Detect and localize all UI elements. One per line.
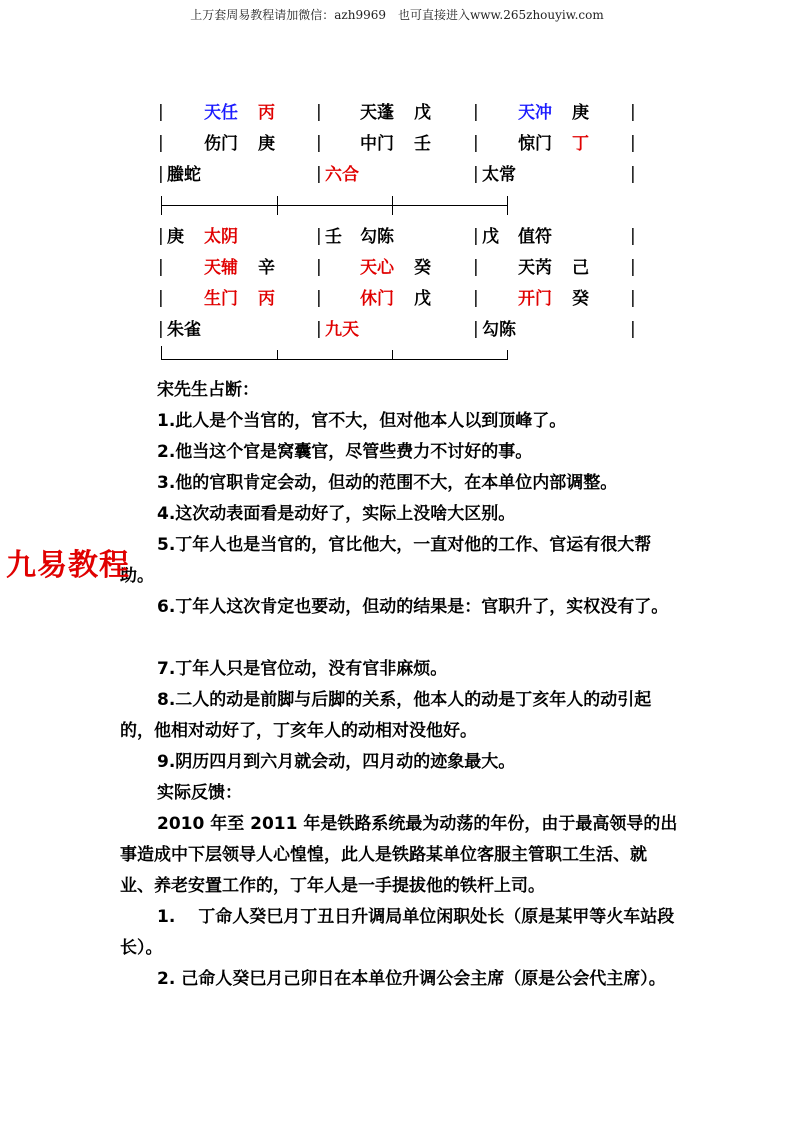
hstem-c3: 戊 [482, 227, 499, 247]
judgment-item: 1.此人是个当官的，官不大，但对他本人以到顶峰了。 [157, 411, 567, 431]
god-c1-top: 螣蛇 [167, 165, 201, 185]
judgment-item: 9.阴历四月到六月就会动，四月动的迹象最大。 [157, 752, 516, 772]
door-c2-bottom: 休门 [360, 289, 394, 309]
judgment-item: 7.丁年人只是官位动，没有官非麻烦。 [157, 659, 448, 679]
stem-c1-bottom: 辛 [258, 258, 275, 278]
grid-divider-tick [392, 196, 393, 215]
judgment-item: 4.这次动表面看是动好了，实际上没啥大区别。 [157, 504, 516, 524]
grid-bottom-tick [392, 350, 393, 360]
judgment-item: 8.二人的动是前脚与后脚的关系，他本人的动是丁亥年人的动引起的，他相对动好了，丁亥年人的动相对没他好。 [120, 690, 652, 741]
grid-bar: | [630, 226, 636, 246]
hgod-c3: 值符 [518, 227, 552, 247]
star-c3-bottom: 天芮 [518, 258, 552, 278]
grid-divider [161, 205, 508, 206]
watermark: 九易教程 [6, 548, 130, 583]
grid-bottom-tick [507, 350, 508, 360]
god-c1-bottom: 朱雀 [167, 320, 201, 340]
god-c2-bottom: 九天 [325, 320, 359, 340]
stem-c3-top: 庚 [572, 103, 589, 123]
judgment-item: 6.丁年人这次肯定也要动，但动的结果是：官职升了，实权没有了。 [157, 597, 669, 617]
grid-bar: | [158, 102, 164, 122]
grid-bar: | [316, 257, 322, 277]
grid-bottom-border [161, 359, 508, 360]
hstem-c2: 壬 [325, 227, 342, 247]
judgment-item: 3.他的官职肯定会动，但动的范围不大，在本单位内部调整。 [157, 473, 618, 493]
door-c1-bottom: 生门 [204, 289, 238, 309]
star-c1-bottom: 天辅 [204, 258, 238, 278]
grid-bar: | [630, 133, 636, 153]
grid-bar: | [630, 102, 636, 122]
star-c2-bottom: 天心 [360, 258, 394, 278]
door-c3-top: 惊门 [518, 134, 552, 154]
grid-bottom-tick [277, 350, 278, 360]
page-header: 上万套周易教程请加微信：azh9969 也可直接进入www.265zhouyiw.com [190, 8, 604, 22]
section-heading-judgment: 宋先生占断： [157, 380, 259, 400]
grid-bar: | [316, 226, 322, 246]
grid-bar: | [158, 164, 164, 184]
dstem-c2-bottom: 戊 [414, 289, 431, 309]
grid-divider-tick [507, 196, 508, 215]
god-c2-top: 六合 [325, 165, 359, 185]
feedback-item: 2. 己命人癸巳月己卯日在本单位升调公会主席（原是公会代主席）。 [157, 969, 666, 989]
grid-bar: | [630, 257, 636, 277]
star-c3-top: 天冲 [518, 103, 552, 123]
stem-c1-top: 丙 [258, 103, 275, 123]
grid-bar: | [473, 257, 479, 277]
grid-bar: | [158, 319, 164, 339]
grid-bar: | [316, 319, 322, 339]
grid-bar: | [158, 133, 164, 153]
grid-bar: | [473, 164, 479, 184]
hgod-c2: 勾陈 [360, 227, 394, 247]
grid-bar: | [473, 102, 479, 122]
hgod-c1: 太阴 [204, 227, 238, 247]
god-c3-bottom: 勾陈 [482, 320, 516, 340]
grid-bar: | [473, 288, 479, 308]
grid-bar: | [158, 288, 164, 308]
grid-bar: | [316, 288, 322, 308]
grid-bar: | [158, 257, 164, 277]
dstem-c1-bottom: 丙 [258, 289, 275, 309]
grid-bar: | [630, 164, 636, 184]
door-c1-top: 伤门 [204, 134, 238, 154]
grid-bottom-tick [161, 346, 162, 360]
dstem-c3-bottom: 癸 [572, 289, 589, 309]
stem-c3-bottom: 己 [572, 258, 589, 278]
stem-c2-top: 戊 [414, 103, 431, 123]
dstem-c2-top: 壬 [414, 134, 431, 154]
grid-bar: | [473, 319, 479, 339]
stem-c2-bottom: 癸 [414, 258, 431, 278]
feedback-paragraph: 2010 年至 2011 年是铁路系统最为动荡的年份，由于最高领导的出事造成中下层领导人心惶惶，此人是铁路某单位客服主管职工生活、就业、养老安置工作的，丁年人是一手提拔他的铁杆上司。 [120, 814, 678, 896]
star-c2-top: 天蓬 [360, 103, 394, 123]
grid-bar: | [473, 133, 479, 153]
grid-bar: | [630, 288, 636, 308]
grid-bar: | [158, 226, 164, 246]
grid-bar: | [630, 319, 636, 339]
grid-bar: | [316, 133, 322, 153]
star-c1-top: 天任 [204, 103, 238, 123]
grid-bar: | [316, 164, 322, 184]
dstem-c3-top: 丁 [572, 134, 589, 154]
grid-bar: | [316, 102, 322, 122]
section-heading-feedback: 实际反馈： [157, 783, 242, 803]
feedback-item: 1. 丁命人癸巳月丁丑日升调局单位闲职处长（原是某甲等火车站段长）。 [120, 907, 675, 958]
grid-divider-tick [277, 196, 278, 215]
hstem-c1: 庚 [167, 227, 184, 247]
judgment-item: 5.丁年人也是当官的，官比他大，一直对他的工作、官运有很大帮助。 [120, 535, 652, 586]
dstem-c1-top: 庚 [258, 134, 275, 154]
door-c2-top: 中门 [360, 134, 394, 154]
door-c3-bottom: 开门 [518, 289, 552, 309]
god-c3-top: 太常 [482, 165, 516, 185]
grid-bar: | [473, 226, 479, 246]
judgment-item: 2.他当这个官是窝囊官，尽管些费力不讨好的事。 [157, 442, 533, 462]
